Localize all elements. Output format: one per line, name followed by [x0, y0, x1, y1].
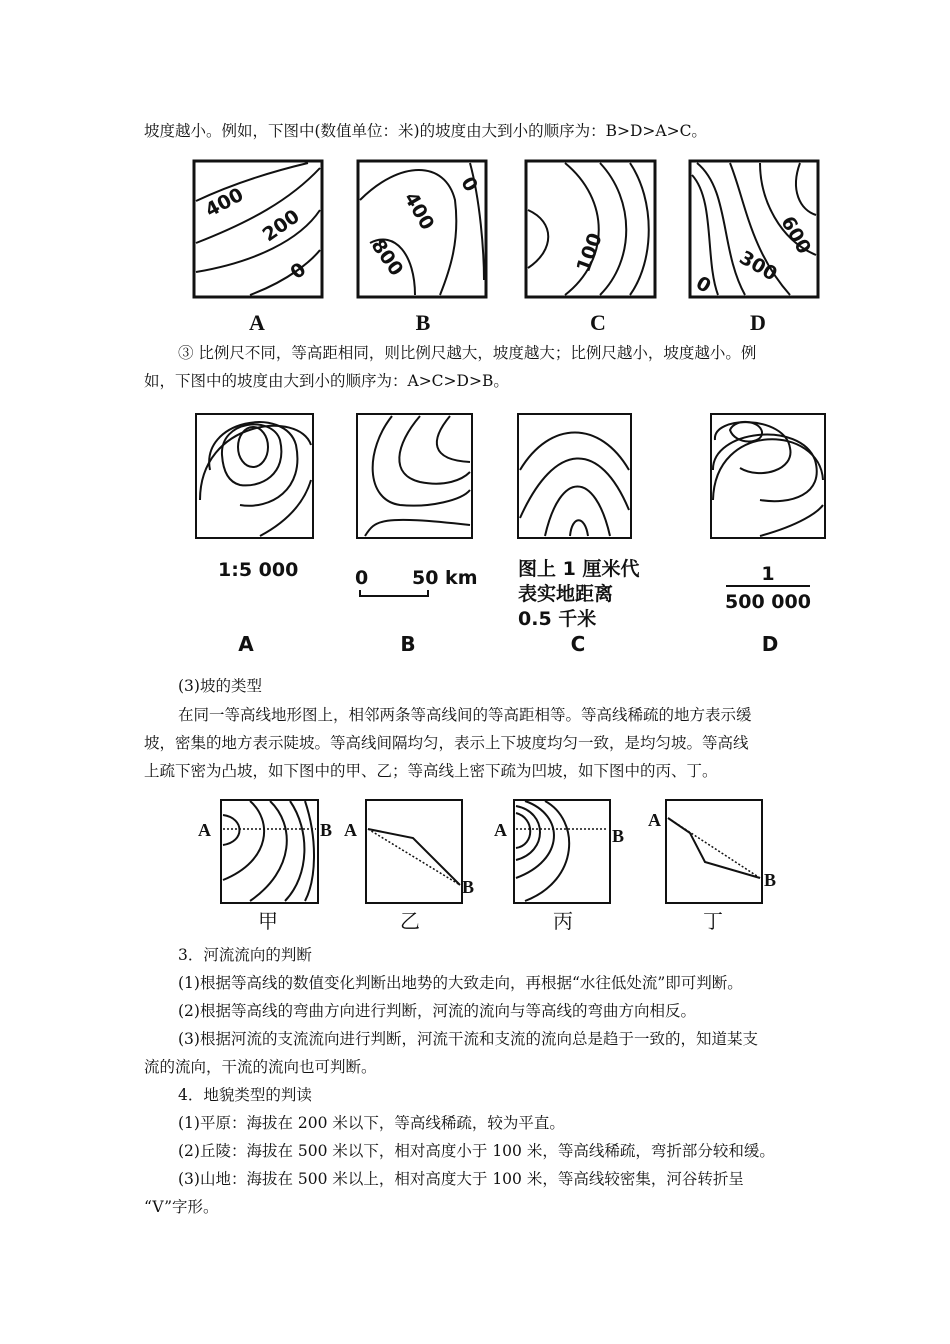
fig2-map-a [196, 414, 313, 538]
fig2-caption: B [400, 632, 416, 656]
scale-d-numerator: 1 [761, 563, 775, 585]
contour-label: 0 [286, 258, 311, 284]
fig1-caption: A [249, 310, 265, 335]
fig3-caption: 丙 [553, 909, 573, 933]
scale-c-text: 0.5 千米 [518, 608, 597, 630]
fig2-map-c [518, 414, 631, 538]
point-b-label: B [764, 870, 777, 890]
fig3-profile-ding [666, 800, 762, 903]
fig3-caption: 甲 [258, 909, 278, 933]
fig2-caption: D [761, 632, 779, 656]
fig3-profile-yi [366, 800, 462, 903]
fig3-caption: 丁 [703, 909, 723, 933]
para-line: 坡，密集的地方表示陡坡。等高线间隔均匀，表示上下坡度均匀一致，是均匀坡。等高线 [144, 734, 749, 752]
fig1-caption: B [415, 310, 431, 335]
scale-a: 1:5 000 [218, 559, 299, 581]
point-a-label: A [648, 810, 661, 830]
contour-label: 400 [399, 188, 439, 234]
section-heading: (3)坡的类型 [178, 677, 262, 695]
contour-label: 600 [776, 212, 816, 258]
point-a-label: A [494, 820, 507, 840]
para-line: (3)山地：海拔在 500 米以上，相对高度大于 100 米，等高线较密集，河谷转折呈 [178, 1170, 744, 1188]
scale-c-text: 表实地距离 [518, 583, 614, 605]
point-a-label: A [344, 820, 357, 840]
section-heading: 4．地貌类型的判读 [178, 1086, 312, 1104]
contour-label: 200 [258, 205, 304, 247]
fig1-map-c [526, 161, 655, 297]
point-b-label: B [320, 820, 333, 840]
para-line: (2)丘陵：海拔在 500 米以下，相对高度小于 100 米，等高线稀疏，弯折部分较和缓。 [178, 1142, 775, 1160]
fig2-caption: C [570, 632, 586, 656]
fig3-caption: 乙 [400, 909, 420, 933]
contour-label: 400 [201, 183, 248, 222]
para-line: 如，下图中的坡度由大到小的顺序为：A>C>D>B。 [144, 372, 509, 390]
para-line: (1)根据等高线的数值变化判断出地势的大致走向，再根据“水往低处流”即可判断。 [178, 974, 743, 992]
contour-label: 800 [366, 234, 408, 281]
scale-c-text: 图上 1 厘米代 [518, 558, 640, 580]
scale-d-denominator: 500 000 [725, 591, 811, 613]
contour-label: 0 [456, 173, 482, 196]
para-line: (1)平原：海拔在 200 米以下，等高线稀疏，较为平直。 [178, 1114, 565, 1132]
para-line: “V”字形。 [144, 1198, 219, 1216]
point-b-label: B [612, 826, 625, 846]
fig3-map-jia [221, 800, 318, 903]
para-line: ③ 比例尺不同，等高距相同，则比例尺越大，坡度越大；比例尺越小，坡度越小。例 [178, 344, 757, 362]
scale-b-zero: 0 [355, 567, 369, 589]
section-heading: 3．河流流向的判断 [178, 946, 312, 964]
contour-label: 0 [692, 271, 715, 298]
para-line: (3)根据河流的支流流向进行判断，河流干流和支流的流向总是趋于一致的，知道某支 [178, 1030, 758, 1048]
para-line: 上疏下密为凸坡，如下图中的甲、乙；等高线上密下疏为凹坡，如下图中的丙、丁。 [144, 762, 718, 780]
fig2-caption: A [238, 632, 254, 656]
scale-b-dist: 50 km [412, 567, 478, 589]
fig2-map-d [711, 414, 825, 538]
fig2-map-b [357, 414, 472, 538]
point-b-label: B [462, 877, 475, 897]
point-a-label: A [198, 820, 211, 840]
para-line: 坡度越小。例如，下图中(数值单位：米)的坡度由大到小的顺序为：B>D>A>C。 [144, 122, 707, 140]
fig1-caption: D [750, 310, 766, 335]
fig3-map-bing [514, 800, 610, 903]
para-line: 流的流向，干流的流向也可判断。 [144, 1058, 377, 1076]
para-line: (2)根据等高线的弯曲方向进行判断，河流的流向与等高线的弯曲方向相反。 [178, 1002, 696, 1020]
contour-label: 100 [572, 230, 607, 275]
contour-label: 300 [735, 246, 781, 286]
para-line: 在同一等高线地形图上，相邻两条等高线间的等高距相等。等高线稀疏的地方表示缓 [178, 706, 752, 724]
fig1-caption: C [590, 310, 606, 335]
